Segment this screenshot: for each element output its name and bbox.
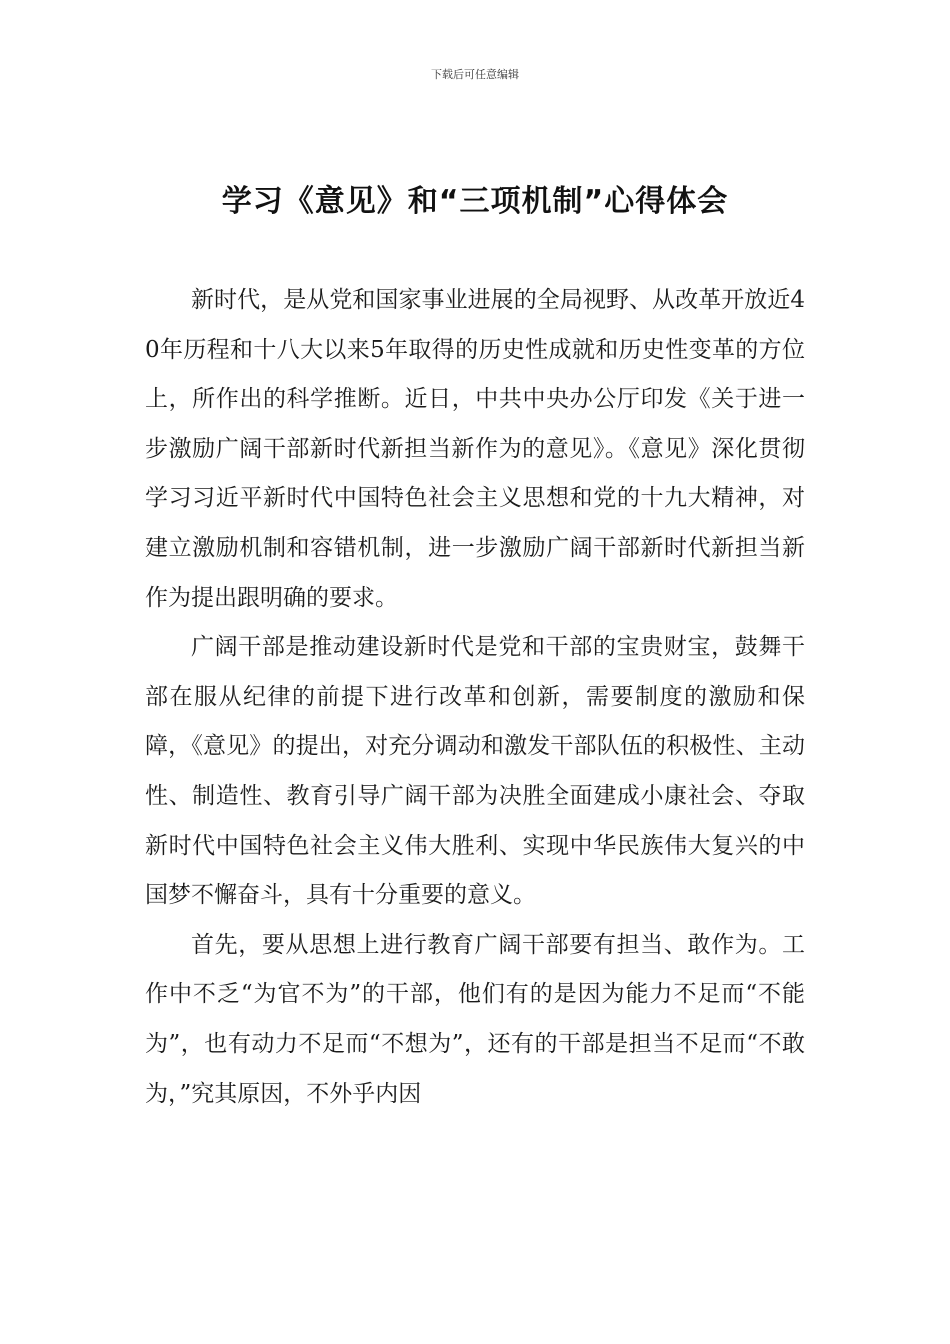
document-title: 学习《意见》和“三项机制”心得体会 [221, 184, 729, 219]
paragraph-1: 新时代，是从党和国家事业进展的全局视野、从改革开放近40年历程和十八大以来5年取得的历史性成就和历史性变革的方位上，所作出的科学推断。近日，中共中央办公厅印发《关于进一步激励广阔干部新时代新担当新作为的意见》。《意见》深化贯彻学习习近平新时代中国特色社会主义思想和党的十九大精神，对建立激励机制和容错机制，进一步激励广阔干部新时代新担当新作为提出跟明确的要求。 [145, 287, 805, 611]
header-note: 下载后可任意编辑 [431, 68, 519, 81]
document-body [145, 276, 805, 1119]
paragraph-3: 首先，要从思想上进行教育广阔干部要有担当、敢作为。工作中不乏“为官不为”的干部，他们有的是因为能力不足而“不能为”，也有动力不足而“不想为”，还有的干部是担当不足而“不敢为，”究其原因，不外乎内因 [145, 931, 805, 1107]
paragraph-2: 广阔干部是推动建设新时代是党和干部的宝贵财宝，鼓舞干部在服从纪律的前提下进行改革和创新，需要制度的激励和保障，《意见》的提出，对充分调动和激发干部队伍的积极性、主动性、制造性、教育引导广阔干部为决胜全面建成小康社会、夺取新时代中国特色社会主义伟大胜利、实现中华民族伟大复兴的中国梦不懈奋斗，具有十分重要的意义。 [145, 634, 805, 909]
